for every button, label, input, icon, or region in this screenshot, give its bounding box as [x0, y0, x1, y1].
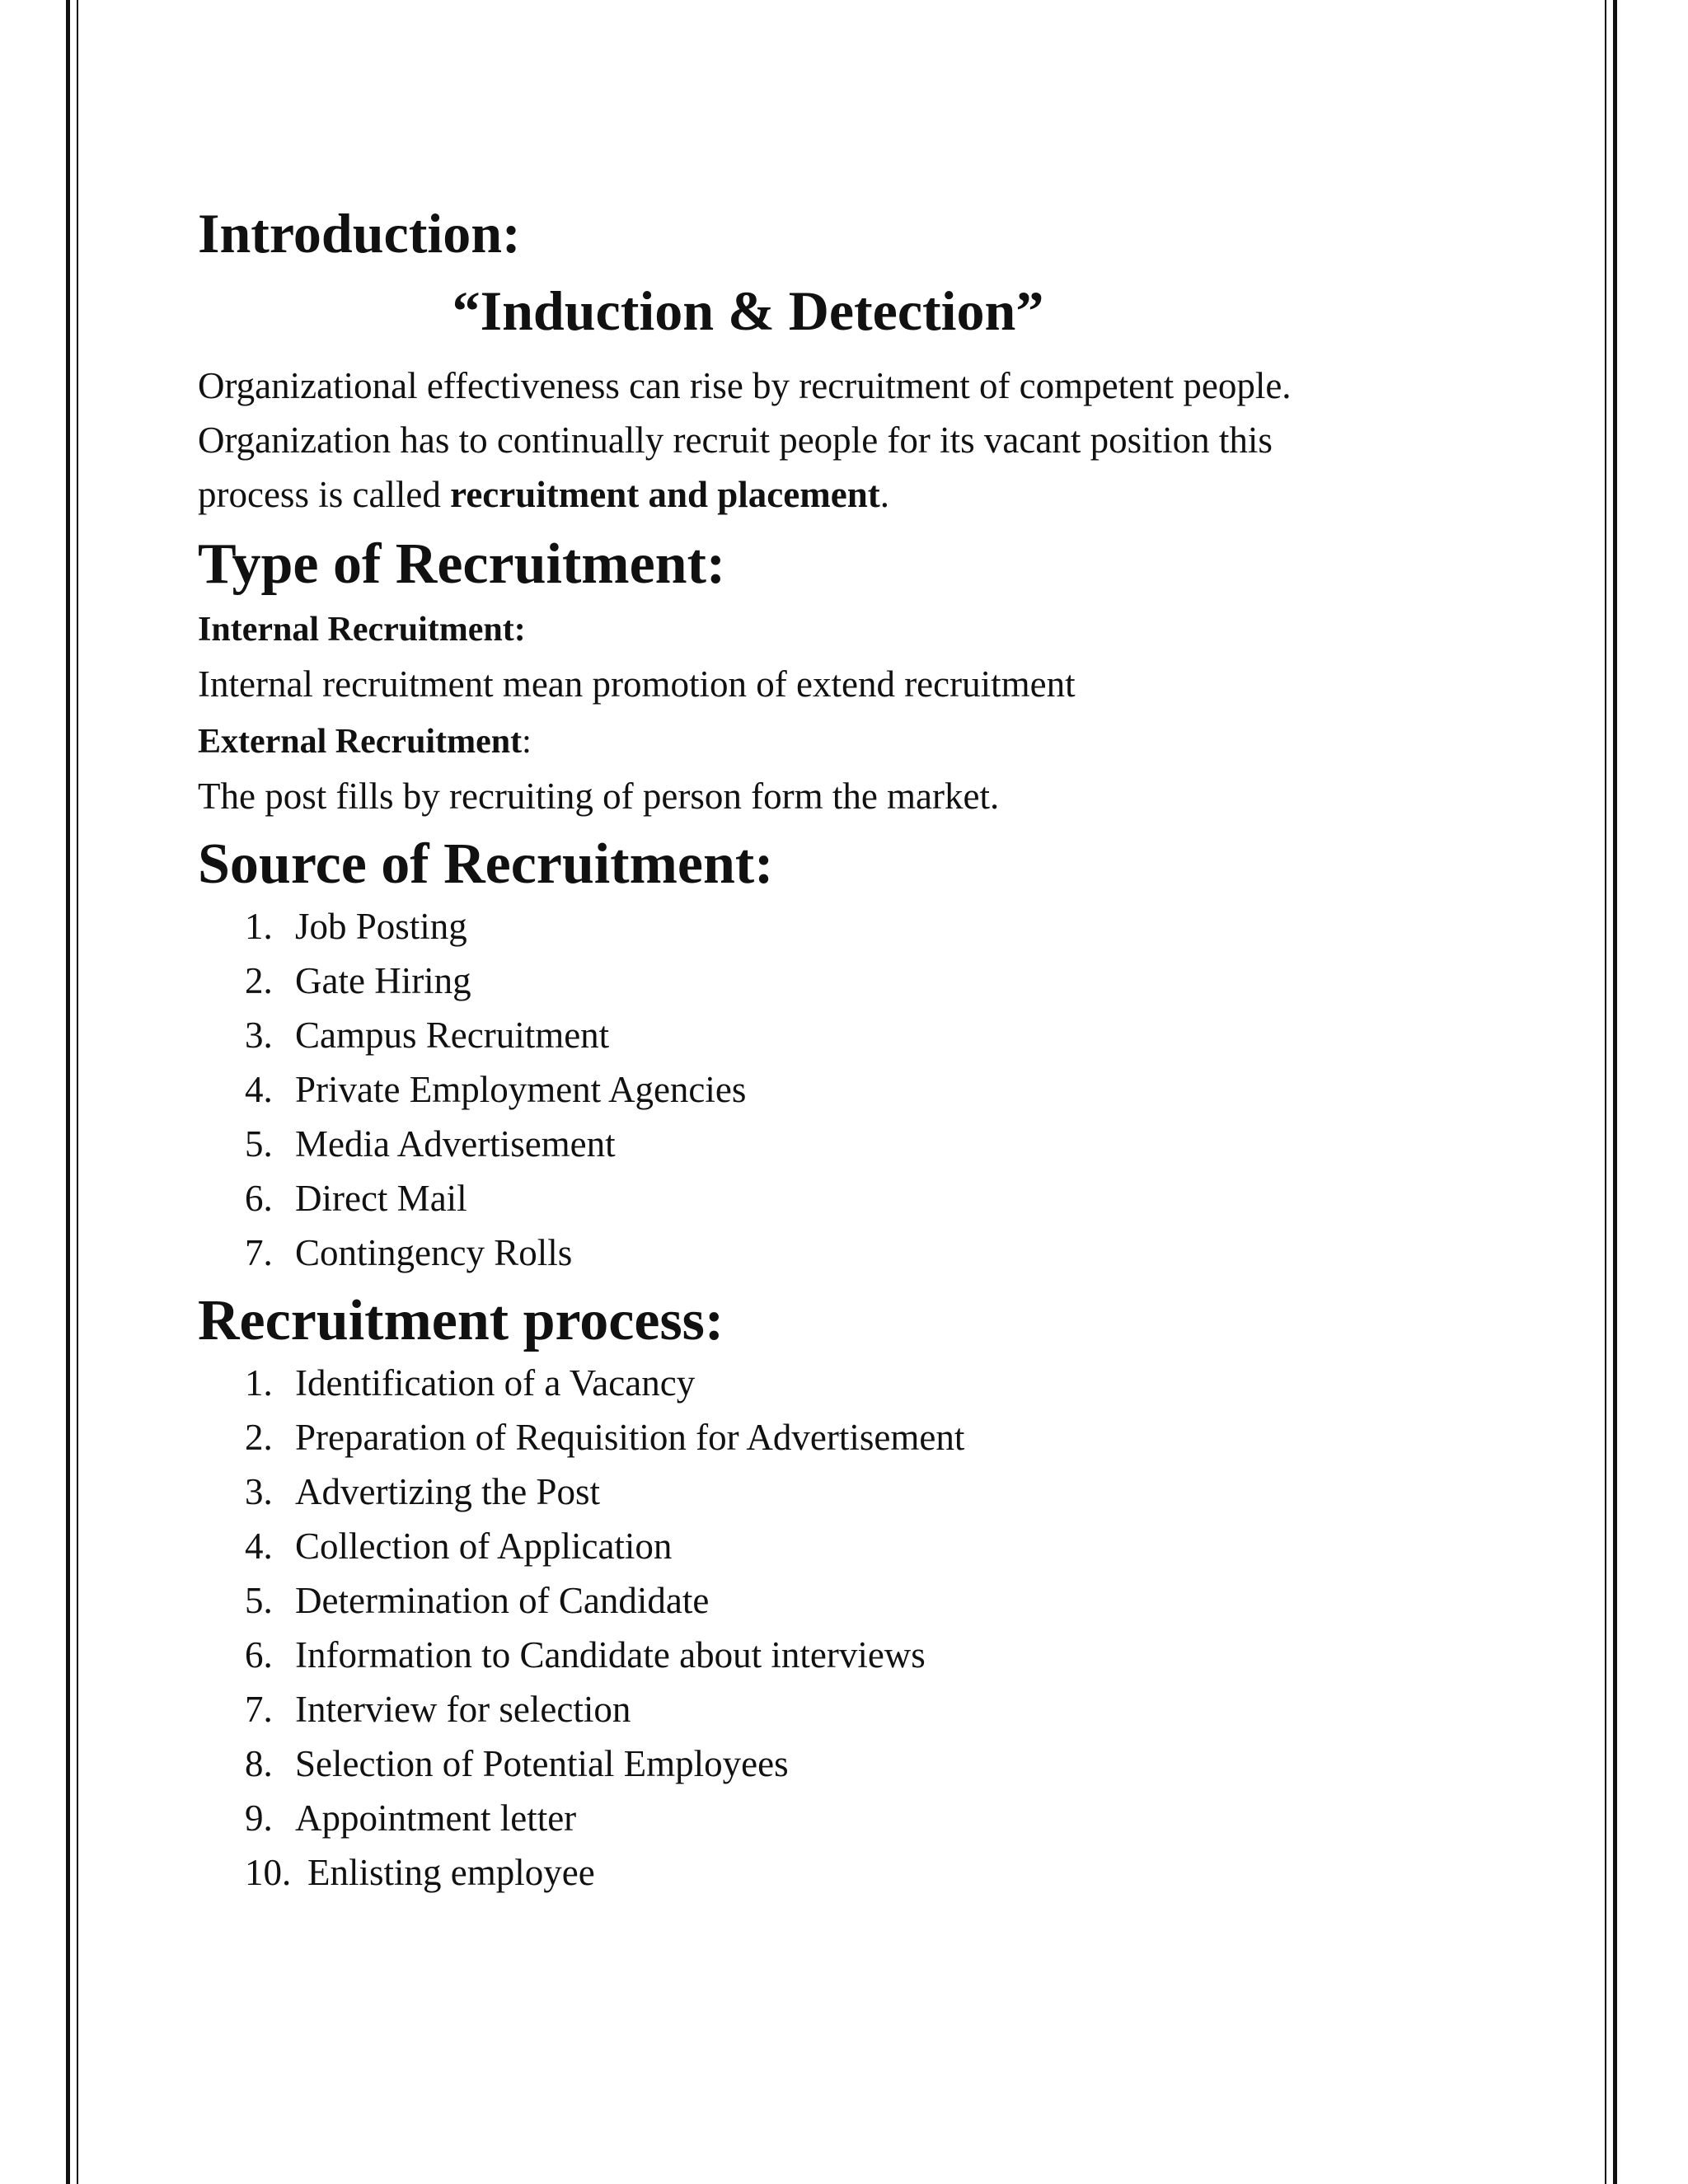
list-item [245, 1008, 1517, 1062]
list-item [245, 954, 1517, 1008]
list-text: Advertizing the Post [295, 1471, 600, 1512]
list-number: 6. [245, 1178, 273, 1219]
list-item [245, 1573, 1517, 1628]
paragraph-line-3 [198, 467, 1517, 522]
page-border-outer-right [1613, 0, 1617, 2184]
external-recruitment-colon: : [522, 723, 532, 761]
list-number: 4. [245, 1069, 273, 1110]
list-item [245, 1062, 1517, 1117]
list-item [245, 1845, 1517, 1900]
list-item [245, 1117, 1517, 1171]
introduction-paragraph [198, 359, 1517, 522]
list-item [245, 1356, 1517, 1410]
list-text: Gate Hiring [295, 960, 471, 1001]
list-number: 1. [245, 906, 273, 947]
list-text: Direct Mail [295, 1178, 467, 1219]
page-border-outer-left [66, 0, 70, 2184]
page-border-inner-left [77, 0, 78, 2184]
paragraph-line-3-start: process is called [198, 474, 451, 515]
list-text: Identification of a Vacancy [295, 1362, 696, 1404]
list-text: Selection of Potential Employees [295, 1743, 789, 1784]
process-list [198, 1356, 1517, 1900]
list-number: 8. [245, 1743, 273, 1784]
list-item [245, 1410, 1517, 1465]
source-of-recruitment-heading: Source of Recruitment: [198, 832, 774, 896]
list-text: Information to Candidate about interviews [295, 1634, 926, 1675]
list-text: Contingency Rolls [295, 1232, 573, 1273]
introduction-heading: Introduction: [198, 202, 521, 265]
list-text: Private Employment Agencies [295, 1069, 747, 1110]
list-number: 3. [245, 1015, 273, 1056]
list-number: 9. [245, 1797, 273, 1839]
list-number: 1. [245, 1362, 273, 1404]
external-recruitment-label-row [198, 715, 1517, 769]
paragraph-line-2: Organization has to continually recruit people for its vacant position this [198, 419, 1273, 461]
list-item [245, 1171, 1517, 1226]
list-number: 5. [245, 1580, 273, 1621]
page-border-inner-right [1605, 0, 1606, 2184]
external-recruitment-text: The post fills by recruiting of person form the market. [198, 776, 1000, 817]
list-number: 7. [245, 1689, 273, 1730]
type-of-recruitment-heading: Type of Recruitment: [198, 532, 726, 596]
internal-recruitment-label: Internal Recruitment: [198, 611, 526, 649]
list-text: Enlisting employee [307, 1852, 595, 1893]
recruitment-and-placement-bold: recruitment and placement [450, 474, 880, 515]
list-number: 3. [245, 1471, 273, 1512]
list-number: 7. [245, 1232, 273, 1273]
list-item [245, 1736, 1517, 1791]
list-number: 2. [245, 960, 273, 1001]
document-title: “Induction & Detection” [452, 279, 1044, 342]
list-number: 2. [245, 1417, 273, 1458]
list-text: Collection of Application [295, 1526, 673, 1567]
list-text: Campus Recruitment [295, 1015, 610, 1056]
list-text: Determination of Candidate [295, 1580, 710, 1621]
list-text: Preparation of Requisition for Advertisement [295, 1417, 965, 1458]
list-number: 6. [245, 1634, 273, 1675]
list-number: 5. [245, 1123, 273, 1165]
paragraph-line-3-end: . [879, 474, 889, 515]
list-item [245, 1791, 1517, 1845]
list-number: 10. [245, 1852, 292, 1893]
paragraph-line-1: Organizational effectiveness can rise by recruitment of competent people. [198, 365, 1292, 406]
list-text: Interview for selection [295, 1689, 631, 1730]
list-item [245, 1465, 1517, 1519]
list-item [245, 1519, 1517, 1573]
list-text: Job Posting [295, 906, 467, 947]
list-text: Appointment letter [295, 1797, 577, 1839]
list-item [245, 899, 1517, 954]
external-recruitment-label: External Recruitment [198, 723, 523, 761]
list-text: Media Advertisement [295, 1123, 616, 1165]
document-content [198, 200, 1517, 1900]
list-number: 4. [245, 1526, 273, 1567]
list-item [245, 1628, 1517, 1682]
recruitment-process-heading: Recruitment process: [198, 1289, 724, 1352]
source-list [198, 899, 1517, 1280]
list-item [245, 1682, 1517, 1736]
list-item [245, 1226, 1517, 1280]
internal-recruitment-text: Internal recruitment mean promotion of extend recruitment [198, 663, 1076, 705]
